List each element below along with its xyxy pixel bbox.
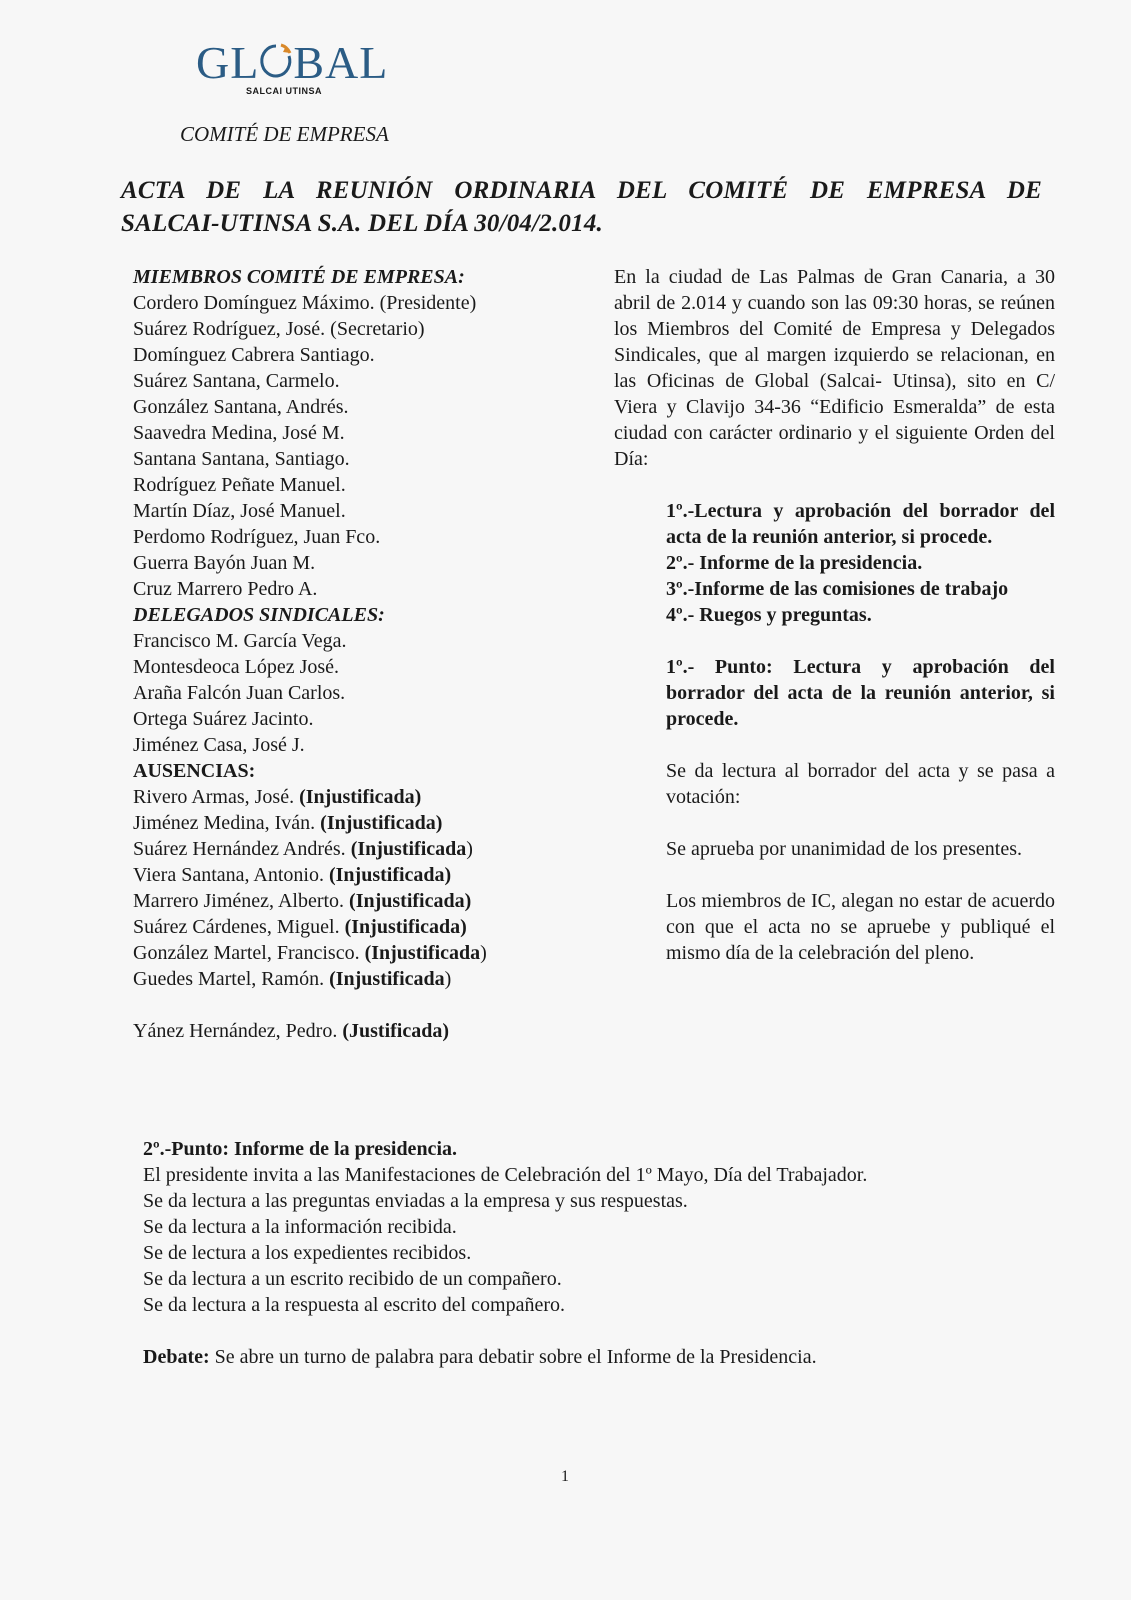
logo-o-ring-icon bbox=[259, 42, 293, 80]
minutes-column bbox=[614, 264, 1055, 966]
logo-text-right: BAL bbox=[293, 37, 389, 88]
absence-item bbox=[133, 836, 563, 862]
member-item: González Santana, Andrés. bbox=[133, 396, 349, 418]
point1-paragraph: Los miembros de IC, alegan no estar de acuerdo con que el acta no se apruebe y publiqué el mismo día de la celebración del pleno. bbox=[666, 890, 1055, 964]
absence-status: (Injustificada bbox=[350, 838, 467, 860]
delegate-item: Jiménez Casa, José J. bbox=[133, 734, 305, 756]
member-item: Cruz Marrero Pedro A. bbox=[133, 578, 318, 600]
member-item: Rodríguez Peñate Manuel. bbox=[133, 474, 346, 496]
spacer bbox=[666, 862, 1055, 888]
title-line-1: ACTA DE LA REUNIÓN ORDINARIA DEL COMITÉ DE EMPRESA DE bbox=[121, 177, 1042, 204]
point2-section bbox=[143, 1136, 1043, 1370]
point2-line: Se de lectura a los expedientes recibidos. bbox=[143, 1242, 472, 1264]
absence-name: González Martel, Francisco. bbox=[133, 942, 365, 964]
justified-absence-item bbox=[133, 1018, 563, 1044]
absence-item bbox=[133, 914, 563, 940]
global-logo bbox=[196, 38, 396, 108]
point2-line: Se da lectura a la respuesta al escrito del compañero. bbox=[143, 1294, 566, 1316]
delegate-item: Montesdeoca López José. bbox=[133, 656, 340, 678]
agenda-item: 1º.-Lectura y aprobación del borrador del acta de la reunión anterior, si procede. bbox=[666, 500, 1055, 548]
absence-status: (Injustificada bbox=[329, 968, 445, 990]
absence-name: Marrero Jiménez, Alberto. bbox=[133, 890, 350, 912]
absence-item bbox=[133, 966, 563, 992]
point2-line: El presidente invita a las Manifestaciones de Celebración del 1º Mayo, Día del Trabajador. bbox=[143, 1164, 868, 1186]
member-item: Santana Santana, Santiago. bbox=[133, 448, 350, 470]
member-item: Martín Díaz, José Manuel. bbox=[133, 500, 346, 522]
absence-status-tail: ) bbox=[466, 838, 473, 860]
spacer bbox=[666, 732, 1055, 758]
member-item: Perdomo Rodríguez, Juan Fco. bbox=[133, 526, 381, 548]
spacer bbox=[666, 810, 1055, 836]
point1-heading: 1º.- Punto: Lectura y aprobación del borrador del acta de la reunión anterior, si procede. bbox=[666, 656, 1055, 730]
logo-wordmark bbox=[196, 38, 388, 88]
absence-name: Guedes Martel, Ramón. bbox=[133, 968, 330, 990]
document-title bbox=[121, 174, 1042, 240]
delegate-item: Francisco M. García Vega. bbox=[133, 630, 347, 652]
absence-status-tail: ) bbox=[444, 968, 452, 990]
absence-status: (Injustificada) bbox=[344, 916, 467, 938]
agenda-item: 4º.- Ruegos y preguntas. bbox=[666, 604, 872, 626]
absence-name: Suárez Hernández Andrés. bbox=[133, 838, 351, 860]
spacer bbox=[143, 1318, 1043, 1344]
point1-paragraph: Se da lectura al borrador del acta y se pasa a votación: bbox=[666, 760, 1055, 808]
intro-paragraph: En la ciudad de Las Palmas de Gran Canaria, a 30 abril de 2.014 y cuando son las 09:30 horas, se reúnen los Miembros del Comité de Empresa y Delegados Sindicales, que al margen izquierdo se relacionan, en las Oficinas de Global (Salcai- Utinsa), sito en C/ Viera y Clavijo 34-36 “Edificio Esmeralda” de esta ciudad con carácter ordinario y el siguiente Orden del Día: bbox=[614, 266, 1055, 470]
member-item: Suárez Rodríguez, José. (Secretario) bbox=[133, 318, 425, 340]
point2-line: Se da lectura a un escrito recibido de un compañero. bbox=[143, 1268, 562, 1290]
absence-name: Viera Santana, Antonio. bbox=[133, 864, 329, 886]
point2-heading: 2º.-Punto: Informe de la presidencia. bbox=[143, 1138, 457, 1160]
members-heading: MIEMBROS COMITÉ DE EMPRESA: bbox=[133, 266, 465, 288]
point1-paragraph: Se aprueba por unanimidad de los presentes. bbox=[666, 838, 1023, 860]
attendance-column bbox=[133, 264, 563, 1044]
member-item: Cordero Domínguez Máximo. (Presidente) bbox=[133, 292, 477, 314]
point2-line: Se da lectura a la información recibida. bbox=[143, 1216, 457, 1238]
delegate-item: Araña Falcón Juan Carlos. bbox=[133, 682, 346, 704]
spacer bbox=[666, 628, 1055, 654]
absence-item bbox=[133, 784, 563, 810]
member-item: Saavedra Medina, José M. bbox=[133, 422, 345, 444]
member-item: Domínguez Cabrera Santiago. bbox=[133, 344, 375, 366]
absences-heading: AUSENCIAS: bbox=[133, 760, 256, 782]
absence-status: (Injustificada) bbox=[320, 812, 443, 834]
debate-text: Se abre un turno de palabra para debatir sobre el Informe de la Presidencia. bbox=[209, 1346, 817, 1368]
absence-name: Rivero Armas, José. bbox=[133, 786, 300, 808]
absence-name: Jiménez Medina, Iván. bbox=[133, 812, 321, 834]
agenda-item: 2º.- Informe de la presidencia. bbox=[666, 552, 923, 574]
delegate-item: Ortega Suárez Jacinto. bbox=[133, 708, 314, 730]
absence-name: Yánez Hernández, Pedro. bbox=[133, 1020, 343, 1042]
absence-status: (Justificada) bbox=[342, 1020, 450, 1042]
absence-name: Suárez Cárdenes, Miguel. bbox=[133, 916, 345, 938]
absence-status: (Injustificada) bbox=[349, 890, 472, 912]
absence-status: (Injustificada) bbox=[299, 786, 422, 808]
absence-status: (Injustificada) bbox=[328, 864, 452, 886]
member-item: Suárez Santana, Carmelo. bbox=[133, 370, 340, 392]
spacer bbox=[133, 992, 563, 1018]
absence-status: (Injustificada bbox=[364, 942, 481, 964]
agenda-list bbox=[666, 498, 1055, 966]
logo-subtitle: SALCAI UTINSA bbox=[246, 86, 322, 96]
absence-item bbox=[133, 888, 563, 914]
member-item: Guerra Bayón Juan M. bbox=[133, 552, 316, 574]
logo-text-left: GL bbox=[196, 37, 260, 88]
absence-item bbox=[133, 810, 563, 836]
point2-line: Se da lectura a las preguntas enviadas a la empresa y sus respuestas. bbox=[143, 1190, 688, 1212]
page-number: 1 bbox=[561, 1468, 569, 1485]
absence-item bbox=[133, 862, 563, 888]
debate-label: Debate: bbox=[143, 1346, 210, 1368]
title-line-2: SALCAI-UTINSA S.A. DEL DÍA 30/04/2.014. bbox=[121, 210, 603, 237]
delegates-heading: DELEGADOS SINDICALES: bbox=[133, 604, 385, 626]
committee-label: COMITÉ DE EMPRESA bbox=[180, 122, 389, 146]
agenda-item: 3º.-Informe de las comisiones de trabajo bbox=[666, 578, 1009, 600]
absence-status-tail: ) bbox=[480, 942, 487, 964]
absence-item bbox=[133, 940, 563, 966]
spacer bbox=[614, 472, 1055, 498]
debate-line bbox=[143, 1344, 1043, 1370]
